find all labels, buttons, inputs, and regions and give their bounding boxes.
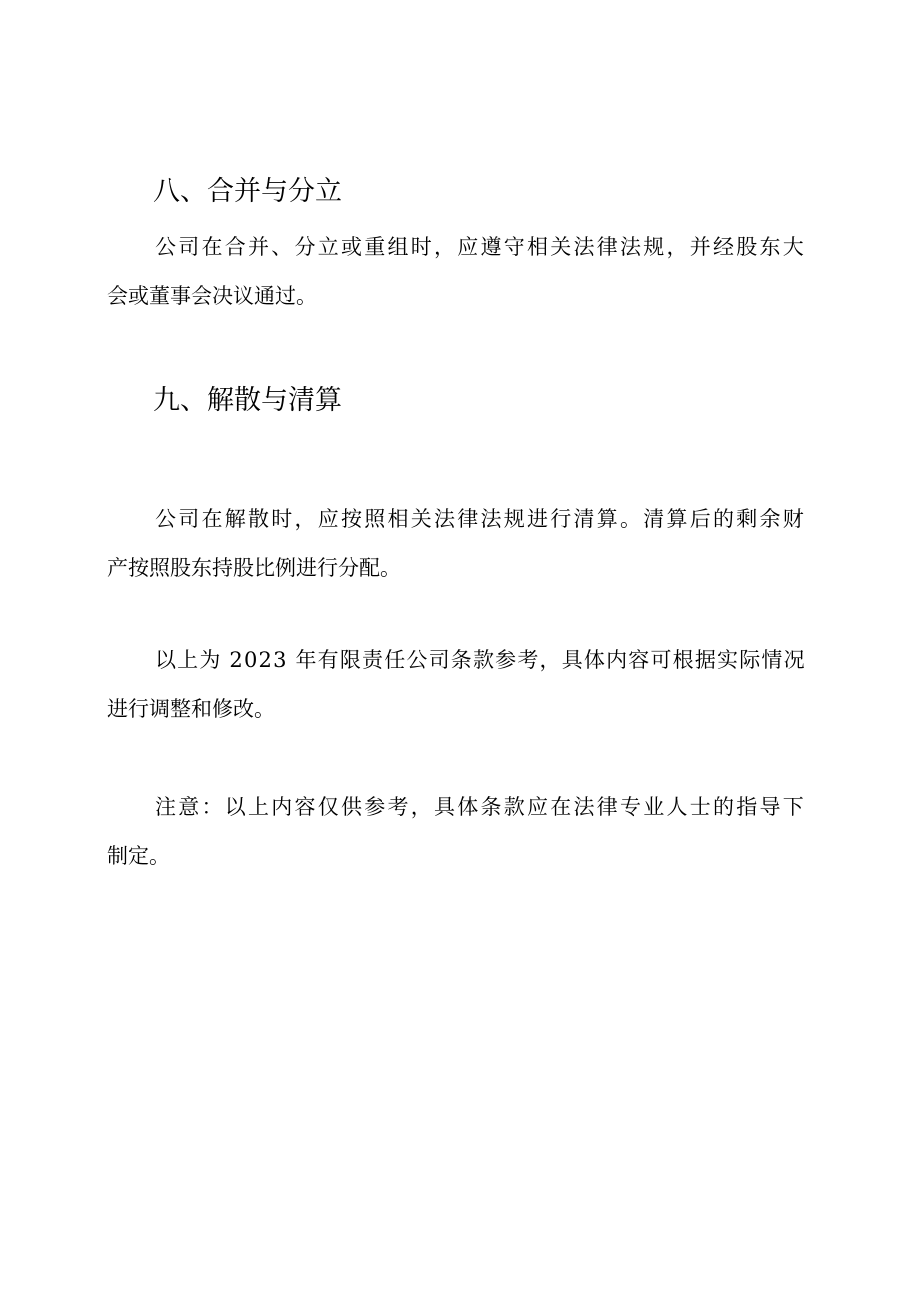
closing-paragraph-line-2: 进行调整和修改。 — [107, 697, 275, 721]
note-paragraph-line-2: 制定。 — [107, 844, 170, 868]
section-9-heading: 九、解散与清算 — [153, 385, 342, 416]
section-8-paragraph-line-1: 公司在合并、分立或重组时，应遵守相关法律法规，并经股东大 — [155, 235, 806, 259]
note-paragraph-line-1: 注意：以上内容仅供参考，具体条款应在法律专业人士的指导下 — [155, 795, 806, 819]
section-9-paragraph-line-2: 产按照股东持股比例进行分配。 — [107, 556, 401, 580]
closing-paragraph-line-1: 以上为 2023 年有限责任公司条款参考，具体内容可根据实际情况 — [155, 648, 806, 672]
section-8-paragraph-line-2: 会或董事会决议通过。 — [107, 284, 317, 308]
section-9-paragraph-line-1: 公司在解散时，应按照相关法律法规进行清算。清算后的剩余财 — [155, 507, 806, 531]
section-8-heading: 八、合并与分立 — [153, 176, 342, 207]
